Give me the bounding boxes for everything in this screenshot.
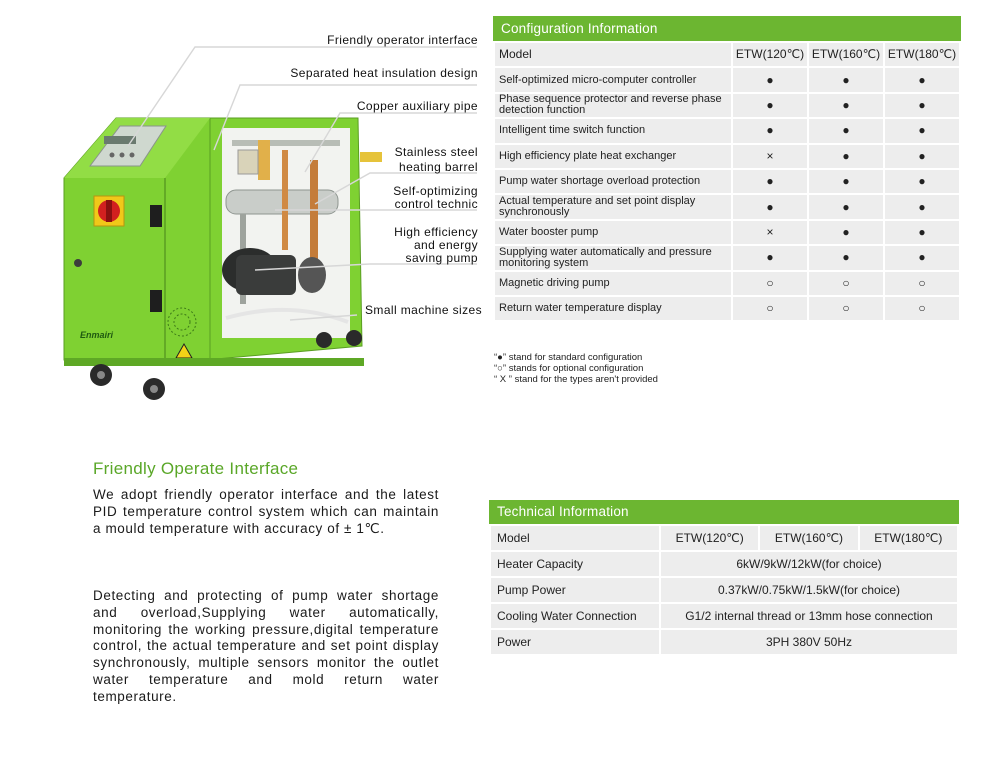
- technical-grid: [489, 524, 959, 656]
- feature-value: ●: [809, 94, 883, 117]
- feature-value: ●: [885, 94, 959, 117]
- feature-value: ●: [809, 68, 883, 91]
- feature-value: ●: [733, 195, 807, 218]
- spec-value: 0.37kW/0.75kW/1.5kW(for choice): [661, 578, 957, 602]
- callout-heat-insulation: Separated heat insulation design: [290, 66, 478, 80]
- header-cell: ETW(180℃): [860, 526, 957, 550]
- spec-label: Heater Capacity: [491, 552, 659, 576]
- table-row: [491, 630, 957, 654]
- technical-header-row: [491, 526, 957, 550]
- callout-operator-interface: Friendly operator interface: [327, 33, 478, 47]
- feature-label: Water booster pump: [495, 221, 731, 244]
- feature-value: ○: [885, 272, 959, 295]
- legend-not-provided: “ X ” stand for the types aren't provided: [494, 374, 658, 385]
- table-row: [495, 170, 959, 193]
- callout-machine-size: Small machine sizes: [365, 303, 482, 317]
- feature-label: Intelligent time switch function: [495, 119, 731, 142]
- feature-value: ○: [733, 272, 807, 295]
- feature-value: ●: [733, 68, 807, 91]
- feature-label: Pump water shortage overload protection: [495, 170, 731, 193]
- feature-value: ●: [809, 170, 883, 193]
- configuration-table: [493, 16, 961, 322]
- table-row: [495, 94, 959, 117]
- feature-label: High efficiency plate heat exchanger: [495, 145, 731, 168]
- feature-value: ●: [809, 246, 883, 269]
- feature-value: ●: [885, 195, 959, 218]
- intro-paragraph-1: We adopt friendly operator interface and the latest PID temperature control system which can maintain a mould temperature with accuracy of ± 1℃.: [93, 487, 439, 536]
- feature-value: ●: [733, 246, 807, 269]
- header-cell: ETW(120℃): [661, 526, 758, 550]
- spec-label: Power: [491, 630, 659, 654]
- feature-value: ●: [809, 145, 883, 168]
- section-title: Friendly Operate Interface: [93, 459, 299, 478]
- feature-value: ●: [733, 119, 807, 142]
- feature-value: ○: [809, 297, 883, 320]
- feature-value: ●: [885, 119, 959, 142]
- feature-value: ●: [809, 119, 883, 142]
- table-row: [491, 578, 957, 602]
- feature-value: ○: [733, 297, 807, 320]
- feature-value: ●: [885, 145, 959, 168]
- spec-label: Cooling Water Connection: [491, 604, 659, 628]
- callout-heating-barrel: [340, 146, 478, 174]
- feature-label: Phase sequence protector and reverse phase detection function: [495, 94, 731, 117]
- feature-value: ●: [885, 68, 959, 91]
- callout-control-technic-line1: Self-optimizing: [393, 184, 478, 198]
- table-row: [495, 272, 959, 295]
- spec-value: 6kW/9kW/12kW(for choice): [661, 552, 957, 576]
- feature-label: Magnetic driving pump: [495, 272, 731, 295]
- feature-value: ●: [809, 195, 883, 218]
- callout-heating-barrel-line1: Stainless steel: [394, 145, 478, 159]
- configuration-legend: [494, 352, 658, 385]
- callout-heating-barrel-line2: heating barrel: [399, 160, 478, 174]
- feature-label: Supplying water automatically and pressure monitoring system: [495, 246, 731, 269]
- legend-standard: “●” stand for standard configuration: [494, 352, 643, 363]
- feature-value: ●: [885, 246, 959, 269]
- header-cell: Model: [491, 526, 659, 550]
- spec-value: G1/2 internal thread or 13mm hose connection: [661, 604, 957, 628]
- feature-value: ○: [885, 297, 959, 320]
- feature-value: ●: [733, 94, 807, 117]
- machine-illustration: [0, 0, 490, 410]
- table-row: [491, 552, 957, 576]
- callout-control-technic-line2: control technic: [394, 197, 478, 211]
- table-row: [495, 119, 959, 142]
- header-cell: ETW(160℃): [760, 526, 857, 550]
- table-row: [491, 604, 957, 628]
- configuration-title: Configuration Information: [493, 16, 961, 41]
- intro-paragraph-2: Detecting and protecting of pump water shortage and overload,Supplying water automatically, monitoring the working pressure,digital temperature control, the actual temperature and set point display synchronously, multiple sensors monitor the outlet water temperature and mold return water temperature.: [93, 588, 439, 704]
- feature-label: Actual temperature and set point display synchronously: [495, 195, 731, 218]
- spec-label: Pump Power: [491, 578, 659, 602]
- callout-energy-pump-line1: High efficiency: [394, 225, 478, 239]
- technical-table: [489, 500, 959, 656]
- feature-value: ○: [809, 272, 883, 295]
- callout-control-technic: [340, 185, 478, 211]
- header-cell: Model: [495, 43, 731, 66]
- legend-optional: “○” stands for optional configuration: [494, 363, 644, 374]
- spec-value: 3PH 380V 50Hz: [661, 630, 957, 654]
- header-cell: ETW(120℃): [733, 43, 807, 66]
- configuration-header-row: [495, 43, 959, 66]
- table-row: [495, 145, 959, 168]
- callout-energy-pump: [340, 226, 478, 265]
- feature-value: ●: [733, 170, 807, 193]
- header-cell: ETW(160℃): [809, 43, 883, 66]
- callout-energy-pump-line3: saving pump: [405, 251, 478, 265]
- table-row: [495, 68, 959, 91]
- callout-energy-pump-line2: and energy: [413, 238, 478, 252]
- table-row: [495, 246, 959, 269]
- header-cell: ETW(180℃): [885, 43, 959, 66]
- feature-value: ×: [733, 145, 807, 168]
- table-row: [495, 221, 959, 244]
- feature-value: ●: [809, 221, 883, 244]
- feature-value: ×: [733, 221, 807, 244]
- technical-title: Technical Information: [489, 500, 959, 524]
- configuration-grid: [493, 41, 961, 322]
- feature-value: ●: [885, 221, 959, 244]
- brand-logo: Enmairi: [80, 330, 114, 340]
- feature-value: ●: [885, 170, 959, 193]
- feature-label: Return water temperature display: [495, 297, 731, 320]
- callout-copper-pipe: Copper auxiliary pipe: [356, 99, 478, 113]
- table-row: [495, 195, 959, 218]
- feature-label: Self-optimized micro-computer controller: [495, 68, 731, 91]
- table-row: [495, 297, 959, 320]
